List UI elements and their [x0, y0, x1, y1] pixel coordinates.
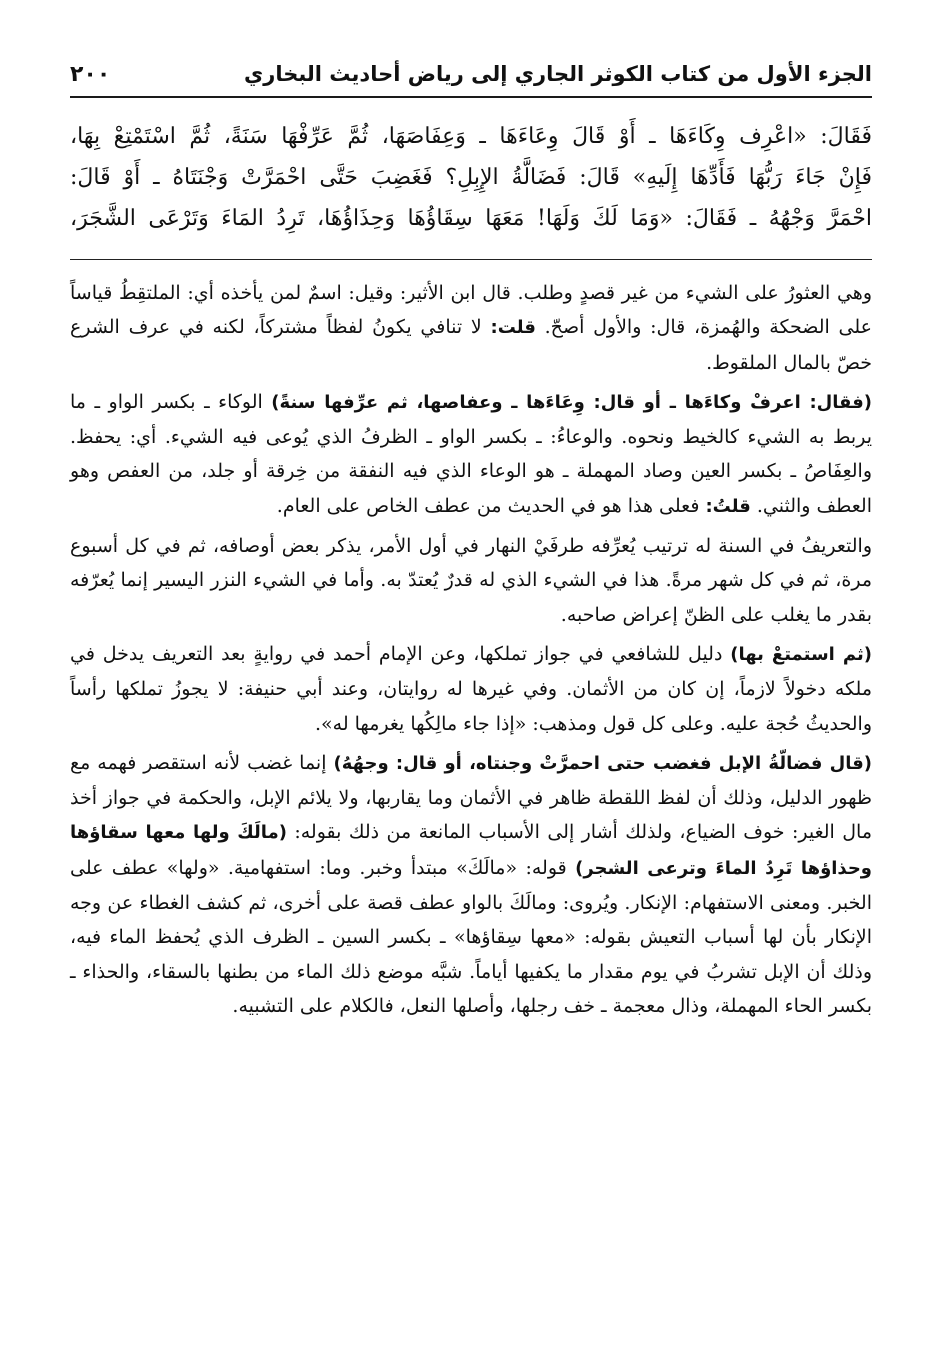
book-page [70, 52, 872, 1325]
commentary-paragraph-3 [70, 529, 872, 632]
hadith-line-2: فَإِنْ جَاءَ رَبُّهَا فَأَدِّهَا إِلَيهِ» قَالَ: فَضَالَّةُ الإِبِلِ؟ فَغَضِبَ حَتَّى احْمَرَّتْ وَجْنَتَاهُ ـ أَوْ قَالَ: [70, 165, 872, 190]
commentary-paragraph-4 [70, 637, 872, 741]
p2-text-b: فعلى هذا هو في الحديث من عطف الخاص على العام. [276, 494, 706, 517]
p5-text-b: قوله: «مالَكَ» مبتدأ وخبر. وما: استفهامية. «ولها» عطف على الخبر. ومعنى الاستفهام: الإنكار. ويُروى: ومالَكَ بالواو عطف قصة على أخرى، ثم كشف الغطاء عن وجه الإنكار بأن لها أسباب التعيش بقوله: «معها سِقاؤها» ـ بكسر السين ـ الظرف الذي يُحفظ الماء فيه، وذلك أن الإبل تشربُ في يوم مقدار ما يكفيها أياماً. شبَّه موضع ذلك الماء من بطنها بالسقاء، والحذاء ـ بكسر الحاء المهملة، وذال معجمة ـ خف رجلها، وأصلها النعل، فالكلام على التشبيه. [70, 856, 872, 1017]
commentary-paragraph-1 [70, 276, 872, 380]
p1-qult: قلت: [490, 317, 536, 339]
hadith-text [70, 116, 872, 239]
p1-text-b: لا تنافي يكونُ لفظاً مشتركاً، لكنه في عرف الشرع خصّ بالمال الملقوط. [70, 316, 872, 374]
commentary-paragraph-2 [70, 385, 872, 524]
p4-lead: (ثم استمتعْ بها) [730, 643, 872, 665]
commentary [70, 276, 872, 1023]
page-header [70, 52, 872, 98]
page-number: ٢٠٠ [70, 61, 111, 87]
p2-qult: قلتُ: [705, 495, 751, 517]
p2-text-a: الوكاء ـ بكسر الواو ـ ما يربط به الشيء كالخيط ونحوه. والوعاءُ: ـ بكسر الواو ـ الظرفُ الذي يُوعى فيه الشيء. أي: يحفظ. والعِفَاصُ ـ بكسر العين وصاد المهملة ـ هو الوعاء الذي فيه النفقة من خِرقة أو جلد، من العفص وهو العطف والثني. [70, 390, 872, 517]
hadith-line-1: فَقَالَ: «اعْرِف وِكَاءَهَا ـ أَوْ قَالَ وِعَاءَهَا ـ وَعِفَاصَهَا، ثُمَّ عَرِّفْهَا سَنَةً، ثُمَّ اسْتَمْتِعْ بِهَا، [70, 124, 872, 149]
p4-text: دليل للشافعي في جواز تملكها، وعن الإمام أحمد في روايةٍ بعد التعريف يدخل في ملكه دخولاً لازماً، إن كان من الأثمان. وفي غيرها له روايتان، وعند أبي حنيفة: لا يجوزُ تملكها رأساً والحديثُ حُجة عليه. وعلى كل قول ومذهب: «إذا جاء مالِكُها يغرمها له». [70, 642, 872, 735]
running-title: الجزء الأول من كتاب الكوثر الجاري إلى رياض أحاديث البخاري [243, 62, 872, 86]
p5-bold: (مالَكَ ولها معها سقاؤها وحذاؤها تَرِدُ الماءَ وترعى الشجر) [70, 822, 872, 879]
p5-text-a: إنما غضب لأنه استقصر فهمه مع ظهور الدليل، وذلك أن لفظ اللقطة ظاهر في الأثمان وما يقاربها، ولا يلائم الإبل، والحكمة في جواز أخذ مال الغير: خوف الضياع، ولذلك أشار إلى الأسباب المانعة من ذلك بقوله: [70, 751, 872, 844]
hadith-line-3: احْمَرَّ وَجْهُهُ ـ فَقَالَ: «وَمَا لَكَ وَلَهَا! مَعَهَا سِقَاؤُهَا وَحِذَاؤُهَا، تَرِدُ المَاءَ وَتَرْعَى الشَّجَرَ، [70, 206, 872, 231]
footnote-divider [70, 259, 872, 260]
commentary-paragraph-5 [70, 746, 872, 1023]
p5-lead: (قال فضالّةُ الإبل فغضب حتى احمرَّتْ وجنتاه، أو قال: وجهُهُ) [333, 752, 872, 774]
p3-text: والتعريفُ في السنة له ترتيب يُعرِّفه طرفَيْ النهار في أول الأمر، يذكر بعض أوصافه، ثم في كل أسبوع مرة، ثم في كل شهر مرةً. هذا في الشيء الذي له قدرٌ يُعتدّ به. وأما في الشيء النزر اليسير إنما يُعرّفه بقدر ما يغلب على الظنّ إعراض صاحبه. [70, 535, 873, 626]
p1-text-a: وهي العثورُ على الشيء من غير قصدٍ وطلب. قال ابن الأثير: وقيل: اسمٌ لمن يأخذه أي: الملتقِطُ قياساً على الضحكة والهُمزة، قال: والأول أصحّ. [70, 282, 873, 339]
p2-lead: (فقال: اعرفْ وكاءَها ـ أو قال: وِعَاءَها ـ وعفاصها، ثم عرِّفها سنةً) [271, 391, 873, 413]
